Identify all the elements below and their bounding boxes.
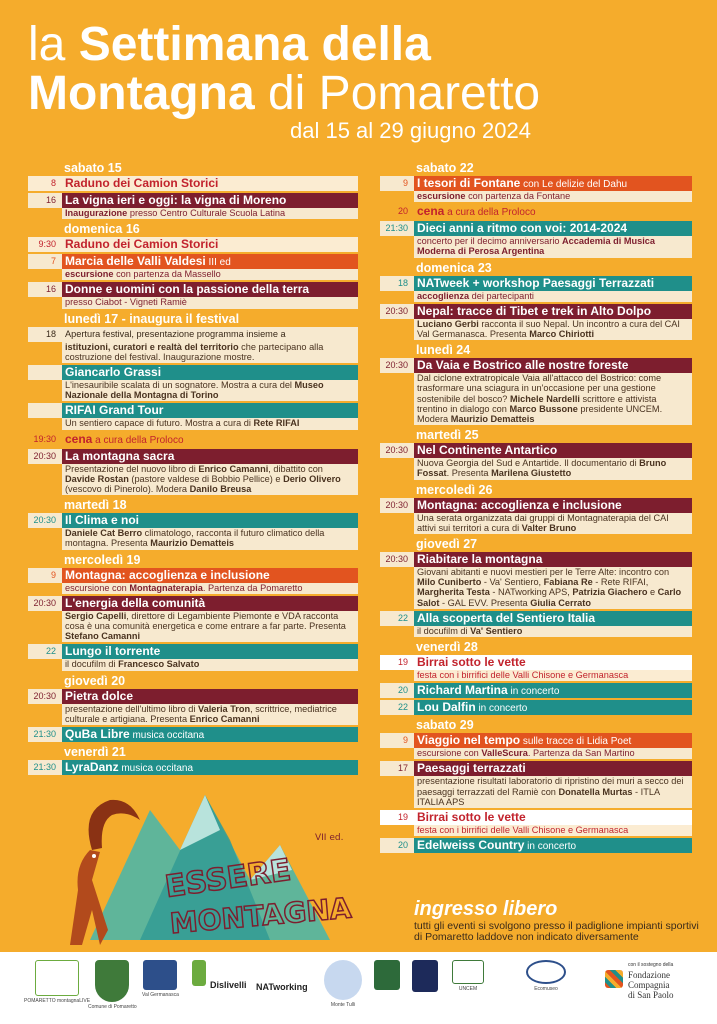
montagnalive-logo-icon	[35, 960, 79, 996]
title-word-montagna: Montagna	[28, 67, 255, 120]
logo-dislivelli	[192, 960, 206, 986]
event	[380, 733, 692, 759]
logo-compagnia-san-paolo-mark	[605, 970, 623, 988]
event	[28, 449, 358, 496]
event-title: Paesaggi terrazzati	[414, 761, 692, 776]
logo-ecomuseo	[412, 960, 438, 992]
event-time: 19:30	[28, 432, 62, 447]
event	[28, 365, 358, 401]
event	[380, 611, 692, 637]
event	[28, 237, 358, 252]
event-time: 20:30	[28, 596, 62, 611]
day-heading: lunedì 24	[416, 343, 471, 358]
event-title: La vigna ieri e oggi: la vigna di Moreno	[62, 193, 358, 208]
event-description: Giovani abitanti e nuovi mestieri per le Terre Alte: incontro con Milo Cuniberto - Va' Sentiero, Fabiana Re - Rete RIFAI, Margherita Testa - NATworking APS, Patrizia Giachero e Carlo Salot - GAL EVV. Presenta Giulia Cerrato	[414, 567, 692, 609]
free-entry-text: tutti gli eventi si svolgono presso il padiglione impianti sportivi di Pomaretto laddove non indicato diversamente	[414, 920, 699, 943]
event-title: LyraDanz musica occitana	[62, 760, 358, 775]
event-time: 20	[380, 683, 414, 698]
day-heading: martedì 25	[416, 428, 479, 443]
event-title: La montagna sacra	[62, 449, 358, 464]
event	[28, 568, 358, 594]
event-title: Montagna: accoglienza e inclusione	[62, 568, 358, 583]
event	[380, 176, 692, 202]
event-time: 9	[380, 733, 414, 748]
event-description: Un sentiero capace di futuro. Mostra a cura di Rete RIFAI	[62, 418, 358, 429]
event-time: 20:30	[380, 498, 414, 513]
event-time: 18	[380, 276, 414, 291]
event-time: 17	[380, 761, 414, 776]
event	[28, 282, 358, 308]
event	[380, 304, 692, 340]
poster-header	[28, 20, 708, 118]
event-title: Birrai sotto le vette	[414, 810, 692, 825]
event	[28, 254, 358, 280]
day-heading: venerdì 28	[416, 640, 478, 655]
event-time: 9	[380, 176, 414, 191]
event	[380, 761, 692, 808]
logo-uncem: UNCEM	[452, 960, 484, 992]
event	[28, 176, 358, 191]
ecomuseo-logo-icon	[412, 960, 438, 992]
day-heading: domenica 16	[64, 222, 140, 237]
event	[380, 700, 692, 715]
free-entry-title: ingresso libero	[414, 898, 558, 920]
event-title: RIFAI Grand Tour	[62, 403, 358, 418]
event-title: Viaggio nel tempo sulle tracce di Lidia Poet	[414, 733, 692, 748]
event	[28, 689, 358, 725]
event-time: 16	[28, 282, 62, 297]
day-heading: sabato 22	[416, 161, 474, 175]
event-title: cena a cura della Proloco	[414, 204, 692, 219]
event	[380, 655, 692, 681]
event-title: Richard Martina in concerto	[414, 683, 692, 698]
event-description: presentazione risultati laboratorio di ripristino dei muri a secco dei paesaggi terrazzati del Ramiè con Donatella Murtas - ITLA ITALIA APS	[414, 776, 692, 808]
event-description: Luciano Gerbi racconta il suo Nepal. Un incontro a cura del CAI Val Germanasca. Presenta Marco Chiriotti	[414, 319, 692, 340]
globe-logo-icon	[324, 960, 362, 1000]
day-heading: venerdì 21	[64, 745, 126, 760]
program-left-column	[28, 160, 358, 777]
day-heading: mercoledì 26	[416, 482, 493, 497]
event-title: Nel Continente Antartico	[414, 443, 692, 458]
event-time: 18	[28, 327, 62, 342]
day-heading: giovedì 27	[416, 537, 478, 552]
event-title: Da Vaia e Bostrico alle nostre foreste	[414, 358, 692, 373]
event-description: escursione con partenza da Fontane	[414, 191, 692, 202]
event-time: 20:30	[380, 552, 414, 567]
event-title: Lungo il torrente	[62, 644, 358, 659]
event-time: 21:30	[28, 727, 62, 742]
event-time: 20:30	[380, 358, 414, 373]
event	[380, 683, 692, 698]
event-description: presentazione dell'ultimo libro di Valeria Tron, scrittrice, mediatrice culturale e artigiana. Presenta Enrico Camanni	[62, 704, 358, 725]
event-description: festa con i birrifici delle Valli Chisone e Germanasca	[414, 670, 692, 681]
title-line-2	[28, 67, 708, 120]
event-title: QuBa Libre musica occitana	[62, 727, 358, 742]
fondazione-san-paolo: con il sostegno della Fondazione Compagnia di San Paolo	[628, 962, 674, 1000]
event	[380, 838, 692, 853]
event	[380, 358, 692, 425]
title-word-settimana: Settimana della	[78, 18, 431, 71]
event-description: Presentazione del nuovo libro di Enrico Camanni, dibattito con Davide Rostan (pastore valdese di Bobbio Pellice) e Derio Olivero (vescovo di Pinerolo). Modera Danilo Breusa	[62, 464, 358, 496]
day-heading: sabato 15	[64, 161, 122, 175]
event-title: Montagna: accoglienza e inclusione	[414, 498, 692, 513]
event-time: 19	[380, 810, 414, 825]
event-description: Sergio Capelli, direttore di Legambiente Piemonte e VDA racconta cosa è una comunità energetica e come entrare a far parte. Presenta Stefano Camanni	[62, 611, 358, 643]
event-time: 20	[380, 204, 414, 219]
event-description: Daniele Cat Berro climatologo, racconta il futuro climatico della montagna. Presenta Maurizio Dematteis	[62, 528, 358, 549]
event-description: escursione con ValleScura. Partenza da San Martino	[414, 748, 692, 759]
event-title: L'energia della comunità	[62, 596, 358, 611]
event-title: Raduno dei Camion Storici	[62, 176, 358, 191]
dislivelli-wordmark: Dislivelli	[210, 980, 247, 990]
event-title: Dieci anni a ritmo con voi: 2014-2024	[414, 221, 692, 236]
event	[28, 327, 358, 363]
day-heading: giovedì 20	[64, 673, 126, 688]
event	[28, 432, 358, 447]
event	[380, 810, 692, 836]
event-time: 9:30	[28, 237, 62, 252]
event-time: 9	[28, 568, 62, 583]
essere-montagna-artwork	[30, 770, 390, 960]
emblem-logo-icon	[374, 960, 400, 990]
event-time: 20:30	[28, 689, 62, 704]
sponsor-logos-bar	[0, 952, 717, 1024]
event-title: Alla scoperta del Sentiero Italia	[414, 611, 692, 626]
festival-dates: dal 15 al 29 giugno 2024	[290, 118, 531, 143]
event-title: Il Clima e noi	[62, 513, 358, 528]
logo-monte-tulli: Monte Tulli	[324, 960, 362, 1008]
evv-logo-icon	[526, 960, 566, 984]
title-line-1	[28, 20, 708, 70]
event-description: Dal ciclone extratropicale Vaia all'attacco del Bostrico: come trasformare una sciagura in un'occasione per una gestione sostenibile del bosco? Michele Nardelli scrittore e attivista trentino in dialogo con Marco Bussone presidente UNCEM. Modera Maurizio Dematteis	[414, 373, 692, 425]
event	[28, 403, 358, 429]
logo-evv: Ecomuseo	[526, 960, 566, 992]
event-description: escursione con partenza da Massello	[62, 269, 358, 280]
event-title: Pietra dolce	[62, 689, 358, 704]
event-description: festa con i birrifici delle Valli Chisone e Germanasca	[414, 825, 692, 836]
event-description: Una serata organizzata dai gruppi di Montagnaterapia del CAI attivi sui territori a cura di Valter Bruno	[414, 513, 692, 534]
event-description: il docufilm di Va' Sentiero	[414, 626, 692, 637]
uncem-logo-icon	[452, 960, 484, 984]
event	[28, 644, 358, 670]
day-heading: martedì 18	[64, 498, 127, 513]
event-time: 20:30	[28, 513, 62, 528]
event-title: Riabitare la montagna	[414, 552, 692, 567]
title-word-la: la	[28, 18, 66, 71]
event-title: Raduno dei Camion Storici	[62, 237, 358, 252]
event-title: Lou Dalfin in concerto	[414, 700, 692, 715]
natworking-wordmark: NATworking	[256, 982, 308, 992]
event	[28, 727, 358, 742]
event-time: 22	[380, 611, 414, 626]
event-title: Giancarlo Grassi	[62, 365, 358, 380]
event-time: 7	[28, 254, 62, 269]
event-description: accoglienza dei partecipanti	[414, 291, 692, 302]
event-time: 22	[380, 700, 414, 715]
day-heading: sabato 29	[416, 718, 474, 733]
logo-montagnalive: POMARETTO montagnaLIVE	[24, 960, 90, 1004]
event-time: 21:30	[28, 760, 62, 775]
event-time: 21:30	[380, 221, 414, 236]
day-heading: lunedì 17 - inaugura il festival	[64, 311, 240, 326]
program-right-column	[380, 160, 692, 855]
event-description: L'inesauribile scalata di un sognatore. Mostra a cura del Museo Nazionale della Montagna di Torino	[62, 380, 358, 401]
artwork-word-essere: ESSERE	[162, 852, 294, 905]
event-time: 19	[380, 655, 414, 670]
event-title: Marcia delle Valli Valdesi III ed	[62, 254, 358, 269]
event-title: Nepal: tracce di Tibet e trek in Alto Dolpo	[414, 304, 692, 319]
event-description: istituzioni, curatori e realtà del territorio che partecipano alla costruzione del festival. Inaugurazione mostre.	[62, 342, 358, 363]
event-time: 22	[28, 644, 62, 659]
event-description: Apertura festival, presentazione programma insieme a	[62, 327, 358, 342]
event	[380, 276, 692, 302]
event-time: 8	[28, 176, 62, 191]
event	[380, 204, 692, 219]
event-description: concerto per il decimo anniversario Accademia di Musica Moderna di Perosa Argentina	[414, 236, 692, 257]
event	[380, 552, 692, 609]
event-description: Nuova Georgia del Sud e Antartide. Il documentario di Bruno Fossat. Presenta Marilena Giustetto	[414, 458, 692, 479]
event	[380, 221, 692, 257]
coat-of-arms-icon	[95, 960, 129, 1002]
event-title: NATweek + workshop Paesaggi Terrazzati	[414, 276, 692, 291]
event	[28, 193, 358, 219]
event	[28, 513, 358, 549]
event-description: il docufilm di Francesco Salvato	[62, 659, 358, 670]
event-title: I tesori di Fontane con Le delizie del Dahu	[414, 176, 692, 191]
event-time: 20:30	[28, 449, 62, 464]
artwork-edition: VII ed.	[315, 833, 344, 843]
event-description: escursione con Montagnaterapia. Partenza da Pomaretto	[62, 583, 358, 594]
san-paolo-logo-icon	[605, 970, 623, 988]
cai-logo-icon	[143, 960, 177, 990]
event-description: Inaugurazione presso Centro Culturale Scuola Latina	[62, 208, 358, 219]
dislivelli-logo-icon	[192, 960, 206, 986]
event	[380, 443, 692, 479]
title-word-pomaretto: di Pomaretto	[267, 67, 541, 120]
event-description: presso Ciabot - Vigneti Ramiè	[62, 297, 358, 308]
day-heading: mercoledì 19	[64, 552, 141, 567]
logo-comune-pomaretto: Comune di Pomaretto	[88, 960, 137, 1010]
event	[380, 498, 692, 534]
day-heading: domenica 23	[416, 260, 492, 275]
event	[28, 596, 358, 643]
logo-emblem	[374, 960, 400, 990]
artwork-word-montagna: MONTAGNA	[168, 891, 353, 941]
event-title: cena a cura della Proloco	[62, 432, 358, 447]
event-title: Edelweiss Country in concerto	[414, 838, 692, 853]
free-entry-note	[414, 898, 704, 943]
event-title: Birrai sotto le vette	[414, 655, 692, 670]
event-time: 20	[380, 838, 414, 853]
event-time: 16	[28, 193, 62, 208]
event-time: 20:30	[380, 443, 414, 458]
event-time: 20:30	[380, 304, 414, 319]
event-title: Donne e uomini con la passione della terra	[62, 282, 358, 297]
logo-cai: Val Germanasca	[142, 960, 179, 998]
